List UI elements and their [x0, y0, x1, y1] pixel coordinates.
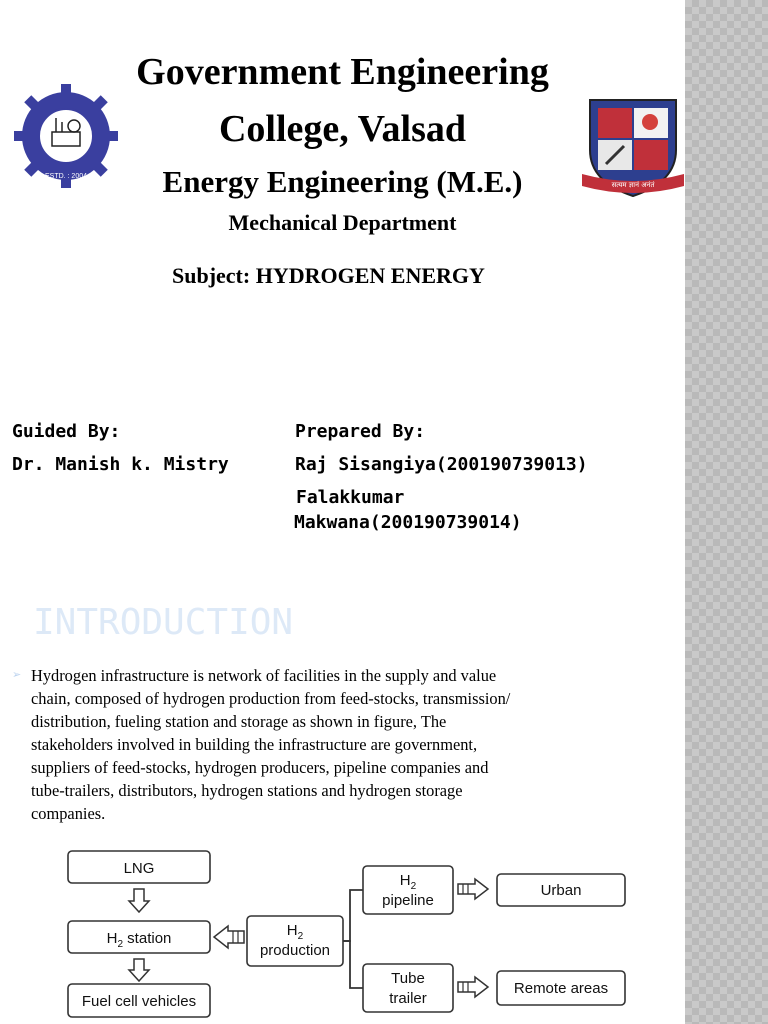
label-fuel-cell-vehicles: Fuel cell vehicles — [81, 993, 197, 1010]
arrow-left-icon — [214, 926, 244, 948]
decorative-side-pattern — [685, 0, 768, 1024]
paragraph-line: distribution, fueling station and storage as shown in figure, The — [31, 712, 447, 731]
paragraph-line: stakeholders involved in building the infrastructure are government, — [31, 735, 478, 754]
bullet-arrow-icon: ➢ — [12, 668, 22, 681]
hydrogen-infrastructure-diagram — [60, 842, 640, 1024]
paragraph-line: chain, composed of hydrogen production from feed-stocks, transmission/ — [31, 689, 511, 708]
college-title-line2: College, Valsad — [218, 108, 467, 150]
label-h2: $H_2$ — [399, 872, 417, 892]
label-remote-areas: Remote areas — [513, 980, 609, 997]
label-tube: Tube — [391, 970, 425, 987]
college-title-line1: Government Engineering — [136, 51, 549, 93]
author-2-name-line1: Falakkumar — [296, 487, 405, 508]
subject-title: Subject: HYDROGEN ENERGY — [172, 263, 485, 288]
label-h2-station: $H_2$ station — [106, 930, 172, 950]
svg-text:सत्यम ज्ञानं अनंतं: सत्यम ज्ञानं अनंतं — [611, 181, 655, 189]
arrow-down-icon — [129, 959, 149, 981]
author-1-name: Raj Sisangiya(200190739013) — [295, 454, 588, 475]
paragraph-line: tube-trailers, distributors, hydrogen stations and hydrogen storage — [31, 781, 463, 800]
paragraph-line: Hydrogen infrastructure is network of facilities in the supply and value — [31, 666, 497, 685]
author-2-name-line2: Makwana(200190739014) — [294, 512, 522, 533]
introduction-paragraph — [31, 664, 611, 825]
university-shield-icon — [580, 90, 686, 200]
paragraph-line: suppliers of feed-stocks, hydrogen producers, pipeline companies and — [31, 758, 489, 777]
guide-name: Dr. Manish k. Mistry — [12, 454, 229, 475]
introduction-heading: INTRODUCTION — [33, 602, 294, 643]
connector-line — [343, 890, 363, 941]
guided-by-label: Guided By: — [12, 421, 121, 442]
connector-line — [343, 941, 363, 988]
label-pipeline: pipeline — [382, 892, 434, 909]
college-logo-icon — [14, 82, 118, 190]
arrow-down-icon — [129, 889, 149, 912]
label-h2: $H_2$ — [286, 922, 304, 942]
label-trailer: trailer — [389, 990, 427, 1007]
prepared-by-label: Prepared By: — [295, 421, 426, 442]
paragraph-line: companies. — [31, 804, 106, 823]
department-title: Mechanical Department — [228, 210, 457, 235]
label-urban: Urban — [540, 882, 582, 899]
label-production: production — [259, 942, 331, 959]
svg-text:ESTD. : 2004: ESTD. : 2004 — [44, 173, 88, 180]
program-title: Energy Engineering (M.E.) — [162, 164, 523, 199]
label-lng: LNG — [123, 860, 155, 877]
